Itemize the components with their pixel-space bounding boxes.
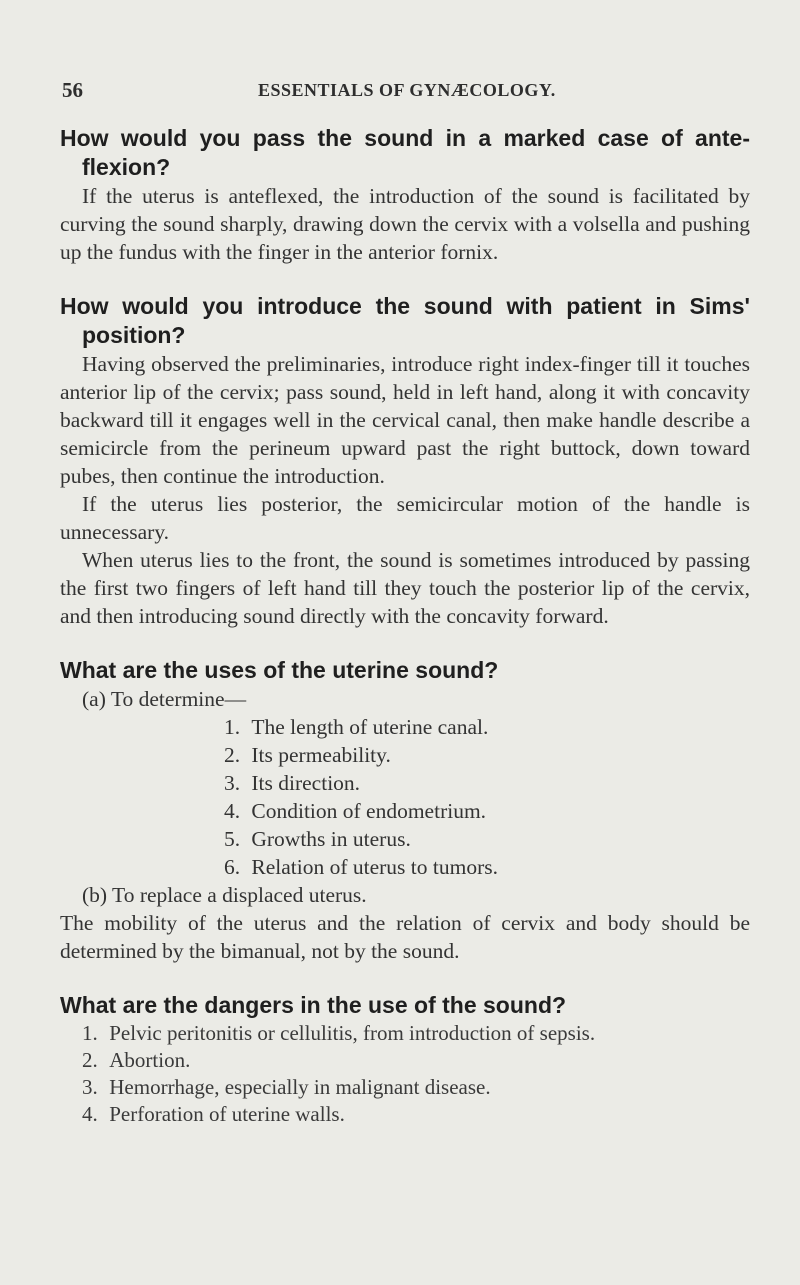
question-heading: What are the uses of the uterine sound? (60, 657, 499, 683)
dangers-list (82, 1020, 750, 1128)
page-number: 56 (62, 78, 83, 102)
running-head (62, 78, 742, 106)
running-title: ESSENTIALS OF GYNÆCOLOGY. (258, 80, 556, 100)
list-item: 5. Growths in uterus. (224, 827, 411, 851)
question-heading: How would you pass the sound in a marked case of ante-flexion? (60, 125, 750, 180)
uses-note: The mobility of the uterus and the relation of cervix and body should be determined by the bimanual, not by the sound. (60, 911, 750, 963)
list-item: 2. Its permeability. (224, 743, 391, 767)
list-item: 4. Perforation of uterine walls. (82, 1102, 345, 1126)
list-item: 1. The length of uterine canal. (224, 715, 489, 739)
list-item: 1. Pelvic peritonitis or cellulitis, from introduction of sepsis. (82, 1021, 596, 1045)
answer-paragraph: When uterus lies to the front, the sound is sometimes introduced by passing the first two fingers of left hand till they touch the posterior lip of the cervix, and then introducing sound directly with the concavity forward. (60, 548, 750, 628)
determine-list (224, 713, 750, 881)
section-anteflexion (60, 124, 750, 266)
question-heading: What are the dangers in the use of the sound? (60, 992, 567, 1018)
list-item: 6. Relation of uterus to tumors. (224, 855, 498, 879)
question-heading: How would you introduce the sound with patient in Sims' position? (60, 293, 750, 348)
answer-paragraph: Having observed the preliminaries, introduce right index-finger till it touches anterior lip of the cervix; pass sound, held in left hand, along it with concavity backward till it engages well in the cervical canal, then make handle describe a semicircle from the perineum upward past the right buttock, down toward pubes, then continue the introduction. (60, 352, 750, 488)
list-item: 3. Its direction. (224, 771, 361, 795)
section-dangers (60, 991, 750, 1128)
list-item: 3. Hemorrhage, especially in malignant disease. (82, 1075, 491, 1099)
list-item: 2. Abortion. (82, 1048, 191, 1072)
section-sims-position (60, 292, 750, 630)
uses-b-item: (b) To replace a displaced uterus. (82, 883, 367, 907)
uses-a-prefix: (a) To determine— (82, 687, 247, 711)
page-content (60, 124, 750, 1154)
list-item: 4. Condition of endometrium. (224, 799, 487, 823)
section-uses (60, 656, 750, 965)
answer-paragraph: If the uterus lies posterior, the semicircular motion of the handle is unnecessary. (60, 492, 750, 544)
answer-paragraph: If the uterus is anteflexed, the introduction of the sound is facilitated by curving the sound sharply, drawing down the cervix with a volsella and pushing up the fundus with the finger in the anterior fornix. (60, 184, 750, 264)
